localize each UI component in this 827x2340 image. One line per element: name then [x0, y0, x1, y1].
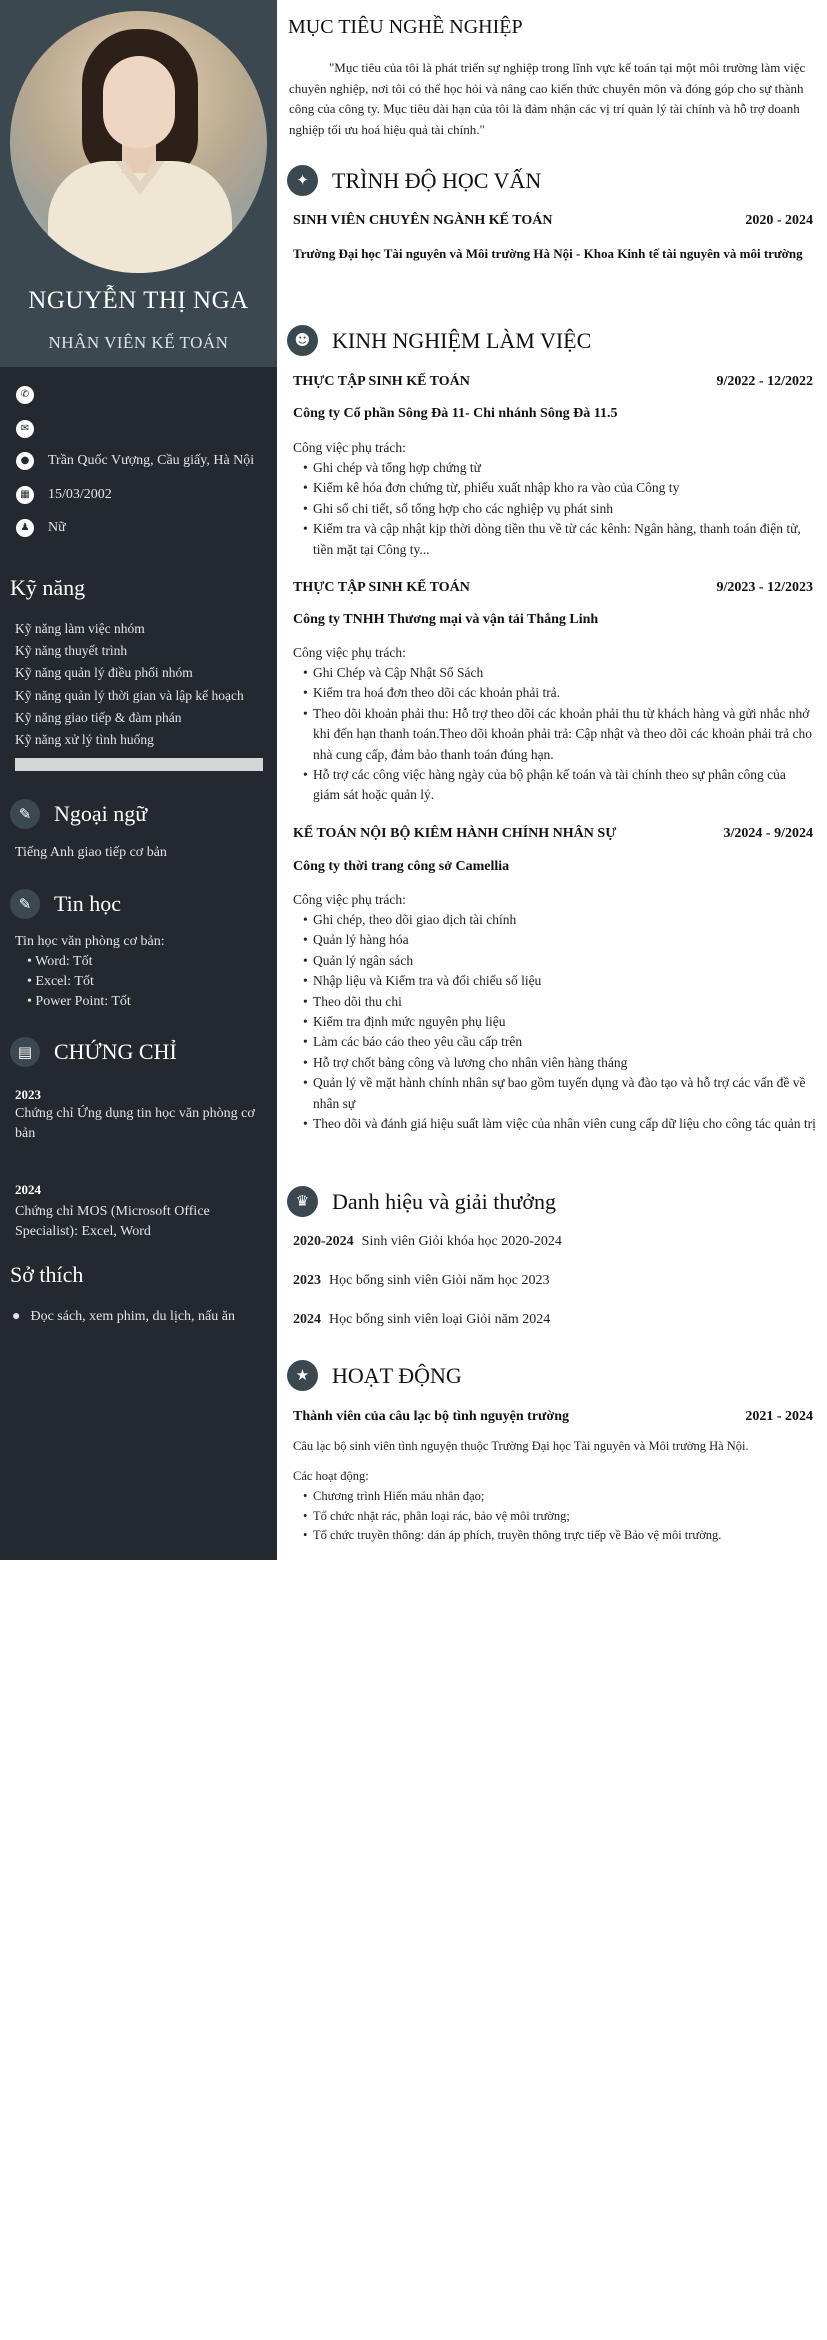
profile-name: NGUYỄN THỊ NGA — [28, 287, 249, 314]
job-tasks — [293, 663, 816, 806]
document-icon: ▤ — [10, 1037, 40, 1067]
award-year: 2023 — [293, 1273, 321, 1288]
activity-item: • Tổ chức nhặt rác, phân loại rác, bảo vệ môi trường; — [293, 1507, 813, 1527]
contact-birthday-value: 15/03/2002 — [48, 487, 112, 502]
job-position: KẾ TOÁN NỘI BỘ KIÊM HÀNH CHÍNH NHÂN SỰ — [293, 826, 617, 841]
skill-item: Kỹ năng quản lý điều phối nhóm — [15, 665, 193, 681]
job-task: • Hỗ trợ chốt bảng công và lương cho nhân viên hàng tháng — [293, 1053, 816, 1073]
award-year: 2020-2024 — [293, 1234, 354, 1249]
activity-row — [293, 1409, 813, 1425]
job-company: Công ty Cổ phần Sông Đà 11- Chi nhánh Sông Đà 11.5 — [293, 406, 618, 421]
experience-heading — [287, 325, 591, 356]
person-icon: ♟ — [16, 519, 34, 537]
certificates-title: CHỨNG CHỈ — [54, 1039, 177, 1064]
skill-item: Kỹ năng giao tiếp & đàm phán — [15, 709, 182, 725]
award-row — [293, 1312, 550, 1328]
activity-period: 2021 - 2024 — [745, 1409, 813, 1424]
computing-intro: Tin học văn phòng cơ bản: — [15, 934, 165, 949]
languages-title: Ngoại ngữ — [54, 801, 148, 826]
skill-item: Kỹ năng xử lý tình huống — [15, 732, 154, 748]
experience-title: KINH NGHIỆM LÀM VIỆC — [332, 327, 592, 353]
job-task: • Hỗ trợ các công việc hàng ngày của bộ phận kế toán và tài chính theo sự phân công của giám sát hoặc quản lý. — [293, 765, 816, 806]
activity-description: Câu lạc bộ sinh viên tình nguyện thuộc Trường Đại học Tài nguyên và Môi trường Hà Nội. — [293, 1439, 749, 1453]
languages-text: Tiếng Anh giao tiếp cơ bản — [15, 845, 167, 860]
award-text: Học bổng sinh viên Giỏi năm học 2023 — [329, 1273, 550, 1288]
job-task: • Làm các báo cáo theo yêu cầu cấp trên — [293, 1032, 816, 1052]
activity-list — [293, 1487, 813, 1546]
award-row — [293, 1273, 549, 1289]
job-task: • Kiểm tra hoá đơn theo dõi các khoản phải trả. — [293, 683, 816, 703]
education-school: Trường Đại học Tài nguyên và Môi trường Hà Nội - Khoa Kinh tế tài nguyên và môi trường — [293, 246, 803, 261]
job-task: • Ghi sổ chi tiết, sổ tổng hợp cho các nghiệp vụ phát sinh — [293, 499, 816, 519]
skill-item: Kỹ năng quản lý thời gian và lập kế hoạch — [15, 687, 244, 703]
job-tasks-label: Công việc phụ trách: — [293, 440, 406, 455]
job-row — [293, 374, 813, 390]
job-period: 9/2023 - 12/2023 — [716, 580, 813, 595]
job-position: THỰC TẬP SINH KẾ TOÁN — [293, 580, 470, 595]
job-task: • Theo dõi khoản phải thu: Hỗ trợ theo dõi các khoản phải thu từ khách hàng và gửi nhắc nhở khi đến hạn thanh toán.Theo dõi khoản phải trả: Cập nhật và theo dõi các khoản phải trả cho nhà cung cấp, đảm bảo thanh toán đúng hạn. — [293, 704, 816, 765]
job-task: • Quản lý hàng hóa — [293, 930, 816, 950]
contact-gender — [16, 519, 66, 537]
job-task: • Ghi chép và tổng hợp chứng từ — [293, 458, 816, 478]
skills-title: Kỹ năng — [10, 575, 86, 600]
activities-heading — [287, 1360, 462, 1391]
objective-text: "Mục tiêu của tôi là phát triển sự nghiệp trong lĩnh vực kế toán tại một môi trường làm việc chuyên nghiệp, nơi tôi có thể học hỏi và nâng cao kiến thức chuyên môn và đóng góp cho sự thành công của công ty. Mục tiêu dài hạn của tôi là đảm nhận các vị trí quản lý tài chính và hỗ trợ doanh nghiệp tối ưu hoá hiệu quả tài chính." — [289, 60, 806, 137]
job-task: • Theo dõi thu chi — [293, 992, 816, 1012]
certificate-text: Chứng chỉ MOS (Microsoft Office Specialist): Excel, Word — [15, 1204, 210, 1239]
email-icon: ✉ — [16, 420, 34, 438]
pencil-icon: ✎ — [10, 889, 40, 919]
star-icon: ★ — [287, 1360, 318, 1391]
education-title: TRÌNH ĐỘ HỌC VẤN — [332, 167, 542, 193]
skill-item: Kỹ năng thuyết trình — [15, 643, 128, 659]
computing-block — [15, 932, 165, 1012]
computing-heading — [10, 889, 121, 919]
job-position: THỰC TẬP SINH KẾ TOÁN — [293, 374, 470, 389]
contact-email — [16, 420, 48, 438]
calendar-icon: ▦ — [16, 486, 34, 504]
job-tasks — [293, 910, 816, 1134]
certificate-text: Chứng chỉ Ứng dụng tin học văn phòng cơ bản — [15, 1106, 255, 1141]
activity-item: • Tổ chức truyền thông: dán áp phích, truyền thông trực tiếp về Bảo vệ môi trường. — [293, 1526, 813, 1546]
trophy-icon: ♛ — [287, 1186, 318, 1217]
phone-icon: ✆ — [16, 386, 34, 404]
activity-label: Các hoạt động: — [293, 1469, 369, 1483]
job-company: Công ty thời trang công sở Camellia — [293, 859, 510, 874]
job-period: 3/2024 - 9/2024 — [723, 826, 813, 841]
certificates-heading — [10, 1037, 177, 1067]
job-task: • Ghi chép, theo dõi giao dịch tài chính — [293, 910, 816, 930]
award-row — [293, 1234, 562, 1250]
certificate-year: 2023 — [15, 1087, 41, 1102]
hobbies-title: Sở thích — [10, 1262, 84, 1287]
awards-heading — [287, 1186, 556, 1217]
job-task: • Kiểm tra định mức nguyên phụ liệu — [293, 1012, 816, 1032]
award-year: 2024 — [293, 1312, 321, 1327]
job-company: Công ty TNHH Thương mại và vận tải Thắng Linh — [293, 612, 599, 627]
job-task: • Ghi Chép và Cập Nhật Sổ Sách — [293, 663, 816, 683]
job-task: • Nhập liệu và Kiểm tra và đối chiếu số liệu — [293, 971, 816, 991]
contact-address — [16, 452, 254, 470]
contact-address-value: Trần Quốc Vượng, Cầu giấy, Hà Nội — [48, 453, 255, 468]
objective-title: MỤC TIÊU NGHỀ NGHIỆP — [288, 16, 523, 38]
education-period: 2020 - 2024 — [745, 213, 813, 228]
job-tasks — [293, 458, 816, 560]
activities-title: HOẠT ĐỘNG — [332, 1362, 462, 1388]
languages-heading — [10, 799, 147, 829]
contact-birthday — [16, 486, 112, 504]
group-icon: ☻ — [287, 325, 318, 356]
computing-item: • Word: Tốt — [27, 954, 93, 969]
job-task: • Quản lý về mặt hành chính nhân sự bao gồm tuyển dụng và đào tạo và hỗ trợ các vấn đề về nhân sự — [293, 1073, 816, 1114]
contact-phone — [16, 386, 48, 404]
pencil-icon: ✎ — [10, 799, 40, 829]
lightbulb-icon: ✦ — [287, 165, 318, 196]
job-task: • Theo dõi và đánh giá hiệu suất làm việc của nhân viên cung cấp dữ liệu cho công tác quản trị — [293, 1114, 816, 1134]
award-text: Sinh viên Giỏi khóa học 2020-2024 — [361, 1234, 562, 1249]
main-content — [277, 0, 827, 1560]
job-task: • Quản lý ngân sách — [293, 951, 816, 971]
sidebar — [0, 0, 277, 1560]
education-row — [293, 213, 813, 229]
computing-item: • Power Point: Tốt — [27, 994, 131, 1009]
education-heading — [287, 165, 541, 196]
skill-level-bar — [15, 758, 263, 771]
hobbies-text: Đọc sách, xem phim, du lịch, nấu ăn — [30, 1309, 235, 1324]
awards-title: Danh hiệu và giải thưởng — [332, 1188, 556, 1214]
job-tasks-label: Công việc phụ trách: — [293, 645, 406, 660]
education-degree: SINH VIÊN CHUYÊN NGÀNH KẾ TOÁN — [293, 213, 553, 228]
certificate-year: 2024 — [15, 1182, 41, 1197]
job-period: 9/2022 - 12/2022 — [716, 374, 813, 389]
computing-title: Tin học — [54, 891, 122, 916]
job-tasks-label: Công việc phụ trách: — [293, 892, 406, 907]
skill-item: Kỹ năng làm việc nhóm — [15, 621, 145, 636]
contact-gender-value: Nữ — [48, 520, 66, 535]
hobbies-row — [12, 1307, 235, 1327]
profile-role: NHÂN VIÊN KẾ TOÁN — [48, 333, 229, 352]
job-row — [293, 580, 813, 596]
profile-photo — [10, 11, 267, 273]
computing-list — [15, 952, 165, 1012]
job-task: • Kiểm kê hóa đơn chứng từ, phiếu xuất nhập kho ra vào của Công ty — [293, 478, 816, 498]
activity-role: Thành viên của câu lạc bộ tình nguyện trường — [293, 1409, 569, 1424]
activity-item: • Chương trình Hiến máu nhân đạo; — [293, 1487, 813, 1507]
computing-item: • Excel: Tốt — [27, 974, 94, 989]
job-row — [293, 826, 813, 842]
job-task: • Kiểm tra và cập nhật kịp thời dòng tiền thu về từ các kênh: Ngân hàng, thanh toán điện tử, tiền mặt tại Công ty... — [293, 519, 816, 560]
skills-list — [15, 618, 244, 751]
award-text: Học bổng sinh viên loại Giỏi năm 2024 — [329, 1312, 551, 1327]
location-pin-icon: ● — [16, 452, 34, 470]
bullet-dot-icon: ● — [12, 1309, 21, 1324]
